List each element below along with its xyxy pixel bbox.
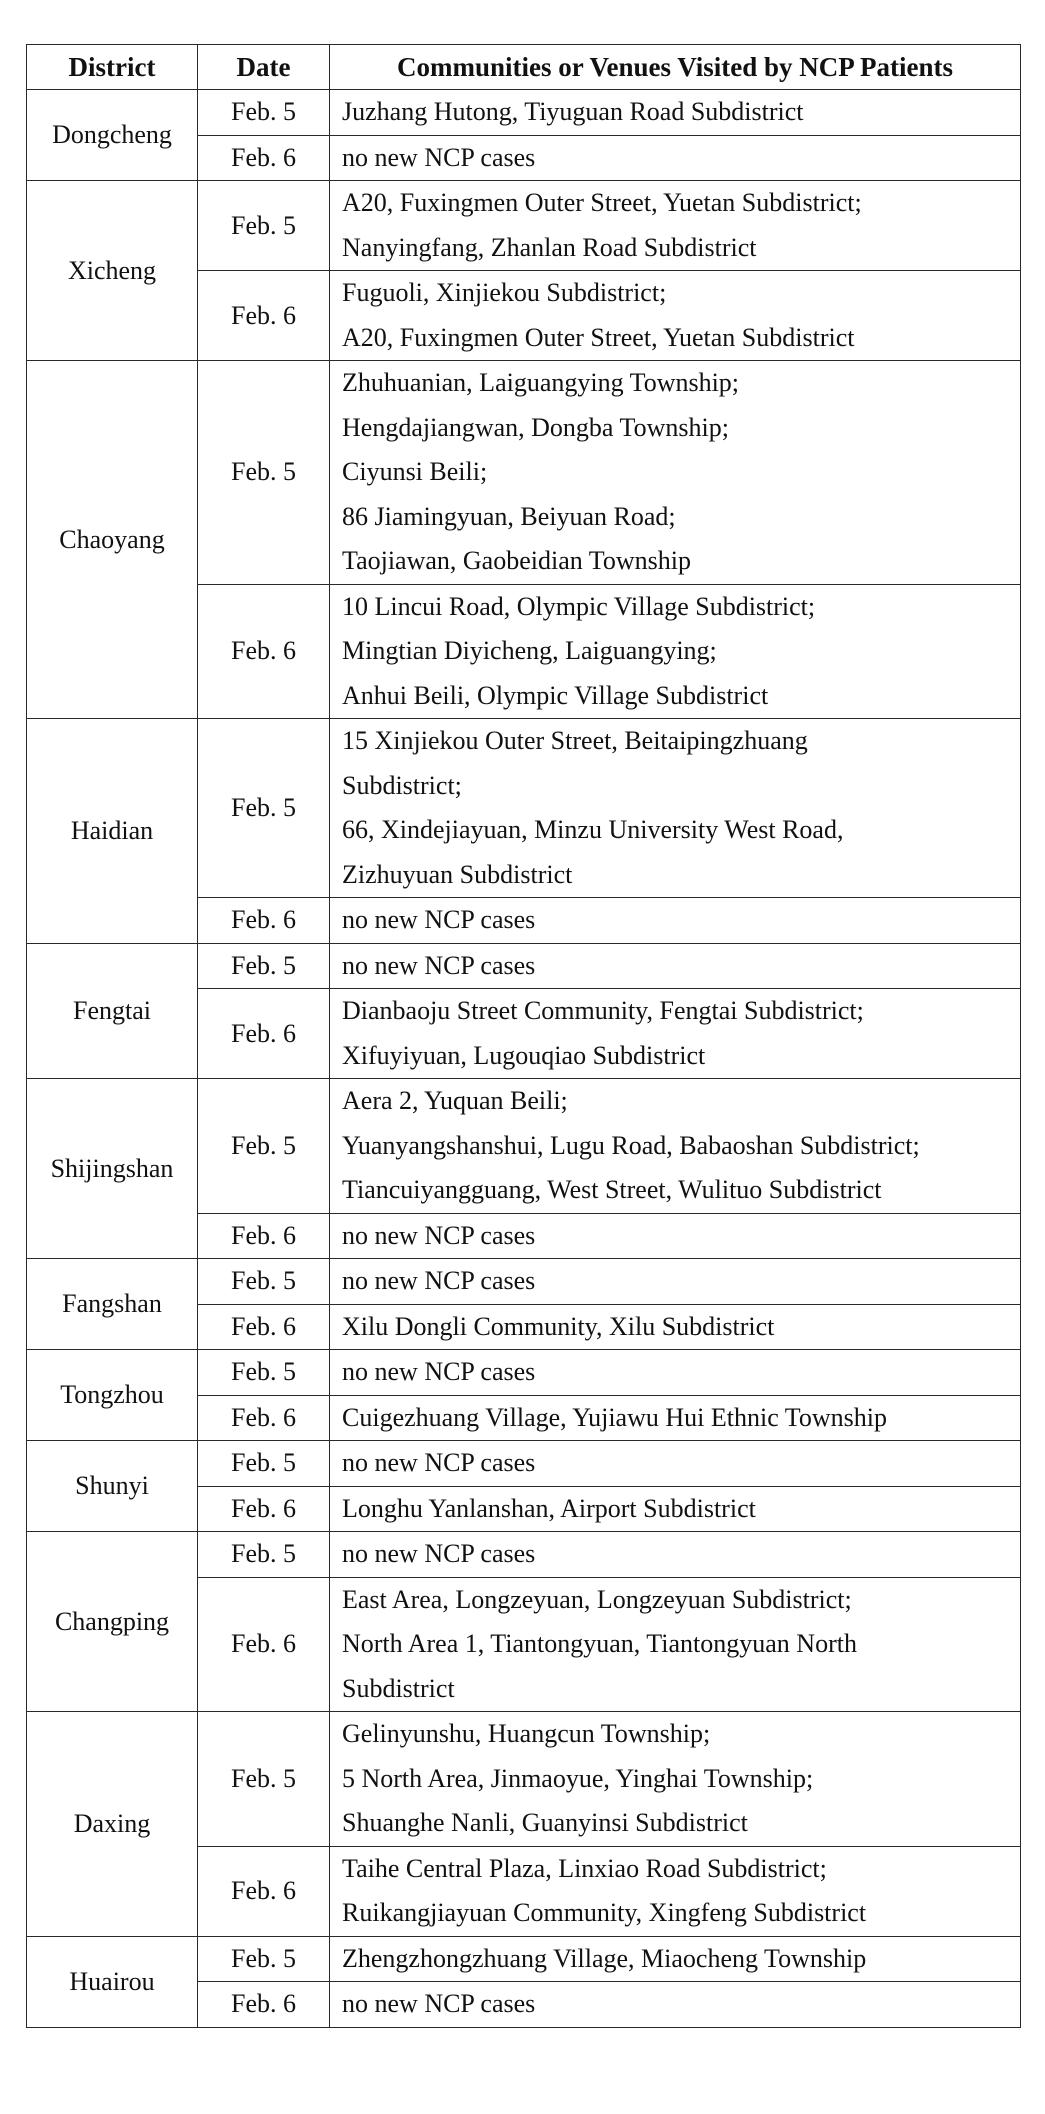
places-cell [330, 1936, 1021, 1982]
date-cell: Feb. 6 [198, 1486, 330, 1532]
place-line: Xifuyiyuan, Lugouqiao Subdistrict [342, 1040, 706, 1070]
places-cell [330, 1846, 1021, 1936]
date-cell: Feb. 6 [198, 135, 330, 181]
place-line: North Area 1, Tiantongyuan, Tiantongyuan North [342, 1629, 857, 1658]
date-cell: Feb. 5 [198, 90, 330, 136]
date-cell: Feb. 5 [198, 1079, 330, 1214]
date-cell: Feb. 6 [198, 1846, 330, 1936]
places-cell [330, 1441, 1021, 1487]
place-line: Ruikangjiayuan Community, Xingfeng Subdistrict [342, 1898, 867, 1927]
table-row [27, 1350, 1021, 1396]
places-cell [330, 181, 1021, 271]
header-places: Communities or Venues Visited by NCP Patients [330, 45, 1021, 90]
place-line: no new NCP cases [342, 1989, 536, 2018]
district-cell: Chaoyang [27, 361, 198, 719]
places-cell [330, 1395, 1021, 1441]
places-cell [330, 898, 1021, 944]
place-line: no new NCP cases [342, 1539, 536, 1568]
date-cell: Feb. 5 [198, 1532, 330, 1578]
place-line: A20, Fuxingmen Outer Street, Yuetan Subdistrict; [342, 188, 862, 217]
place-line: 66, Xindejiayuan, Minzu University West Road, [342, 815, 844, 844]
place-line: Hengdajiangwan, Dongba Township; [342, 412, 729, 442]
date-cell: Feb. 5 [198, 1259, 330, 1305]
date-cell: Feb. 6 [198, 1395, 330, 1441]
place-line: 86 Jiamingyuan, Beiyuan Road; [342, 501, 676, 531]
place-line: Ciyunsi Beili; [342, 457, 488, 486]
place-line: Zhuhuanian, Laiguangying Township; [342, 368, 740, 397]
date-cell: Feb. 5 [198, 943, 330, 989]
place-line: A20, Fuxingmen Outer Street, Yuetan Subdistrict [342, 322, 855, 352]
header-date: Date [198, 45, 330, 90]
date-cell: Feb. 5 [198, 1936, 330, 1982]
places-cell [330, 989, 1021, 1079]
district-cell: Shijingshan [27, 1079, 198, 1259]
place-line: no new NCP cases [342, 1448, 536, 1477]
date-cell: Feb. 5 [198, 1350, 330, 1396]
place-line: Shuanghe Nanli, Guanyinsi Subdistrict [342, 1808, 748, 1837]
district-cell: Tongzhou [27, 1350, 198, 1441]
table-row [27, 1259, 1021, 1305]
table-row [27, 1079, 1021, 1214]
places-cell [330, 1259, 1021, 1305]
place-line: Nanyingfang, Zhanlan Road Subdistrict [342, 232, 757, 262]
ncp-venues-table [26, 44, 1021, 2028]
place-line: Cuigezhuang Village, Yujiawu Hui Ethnic Township [342, 1402, 887, 1432]
places-cell [330, 584, 1021, 719]
place-line: 15 Xinjiekou Outer Street, Beitaipingzhuang [342, 726, 808, 755]
place-line: Subdistrict [342, 1673, 455, 1703]
table-row [27, 361, 1021, 585]
header-row [27, 45, 1021, 90]
date-cell: Feb. 5 [198, 361, 330, 585]
places-cell [330, 1079, 1021, 1214]
district-cell: Huairou [27, 1936, 198, 2027]
places-cell [330, 1486, 1021, 1532]
date-cell: Feb. 6 [198, 1304, 330, 1350]
district-cell: Haidian [27, 719, 198, 944]
table-row [27, 1532, 1021, 1578]
places-cell [330, 1982, 1021, 2028]
places-cell [330, 1350, 1021, 1396]
place-line: Aera 2, Yuquan Beili; [342, 1086, 568, 1115]
date-cell: Feb. 6 [198, 1577, 330, 1712]
places-cell [330, 1304, 1021, 1350]
date-cell: Feb. 6 [198, 1213, 330, 1259]
table-row [27, 943, 1021, 989]
date-cell: Feb. 6 [198, 1982, 330, 2028]
place-line: Tiancuiyangguang, West Street, Wulituo Subdistrict [342, 1175, 882, 1204]
place-line: Yuanyangshanshui, Lugu Road, Babaoshan Subdistrict; [342, 1130, 920, 1160]
table-body [27, 90, 1021, 2028]
places-cell [330, 271, 1021, 361]
place-line: Xilu Dongli Community, Xilu Subdistrict [342, 1311, 775, 1341]
place-line: no new NCP cases [342, 1220, 536, 1250]
table-row [27, 90, 1021, 136]
place-line: Subdistrict; [342, 770, 462, 800]
place-line: no new NCP cases [342, 905, 536, 934]
date-cell: Feb. 6 [198, 584, 330, 719]
table-row [27, 1441, 1021, 1487]
places-cell [330, 1532, 1021, 1578]
district-cell: Daxing [27, 1712, 198, 1937]
date-cell: Feb. 5 [198, 719, 330, 898]
district-cell: Shunyi [27, 1441, 198, 1532]
place-line: no new NCP cases [342, 1357, 536, 1386]
date-cell: Feb. 6 [198, 989, 330, 1079]
place-line: Gelinyunshu, Huangcun Township; [342, 1719, 711, 1748]
places-cell [330, 1577, 1021, 1712]
places-cell [330, 90, 1021, 136]
place-line: no new NCP cases [342, 142, 536, 172]
district-cell: Fangshan [27, 1259, 198, 1350]
places-cell [330, 943, 1021, 989]
district-cell: Fengtai [27, 943, 198, 1079]
place-line: no new NCP cases [342, 1266, 536, 1295]
district-cell: Xicheng [27, 181, 198, 361]
place-line: Anhui Beili, Olympic Village Subdistrict [342, 680, 769, 710]
header-district: District [27, 45, 198, 90]
place-line: Taojiawan, Gaobeidian Township [342, 546, 691, 575]
place-line: Juzhang Hutong, Tiyuguan Road Subdistrict [342, 97, 804, 126]
place-line: Longhu Yanlanshan, Airport Subdistrict [342, 1493, 756, 1523]
place-line: Zhengzhongzhuang Village, Miaocheng Township [342, 1943, 867, 1973]
table-row [27, 1936, 1021, 1982]
place-line: Zizhuyuan Subdistrict [342, 859, 573, 889]
place-line: 5 North Area, Jinmaoyue, Yinghai Township; [342, 1763, 814, 1793]
place-line: 10 Lincui Road, Olympic Village Subdistrict; [342, 591, 816, 621]
district-cell: Changping [27, 1532, 198, 1712]
table-row [27, 181, 1021, 271]
place-line: East Area, Longzeyuan, Longzeyuan Subdistrict; [342, 1584, 852, 1614]
table-row [27, 1712, 1021, 1847]
place-line: Dianbaoju Street Community, Fengtai Subdistrict; [342, 996, 864, 1025]
district-cell: Dongcheng [27, 90, 198, 181]
place-line: Taihe Central Plaza, Linxiao Road Subdistrict; [342, 1853, 827, 1883]
table-row [27, 719, 1021, 898]
date-cell: Feb. 6 [198, 898, 330, 944]
places-cell [330, 135, 1021, 181]
date-cell: Feb. 5 [198, 1441, 330, 1487]
date-cell: Feb. 6 [198, 271, 330, 361]
place-line: Fuguoli, Xinjiekou Subdistrict; [342, 278, 667, 307]
place-line: Mingtian Diyicheng, Laiguangying; [342, 636, 717, 665]
place-line: no new NCP cases [342, 950, 536, 980]
places-cell [330, 719, 1021, 898]
places-cell [330, 1712, 1021, 1847]
places-cell [330, 361, 1021, 585]
places-cell [330, 1213, 1021, 1259]
date-cell: Feb. 5 [198, 1712, 330, 1847]
date-cell: Feb. 5 [198, 181, 330, 271]
